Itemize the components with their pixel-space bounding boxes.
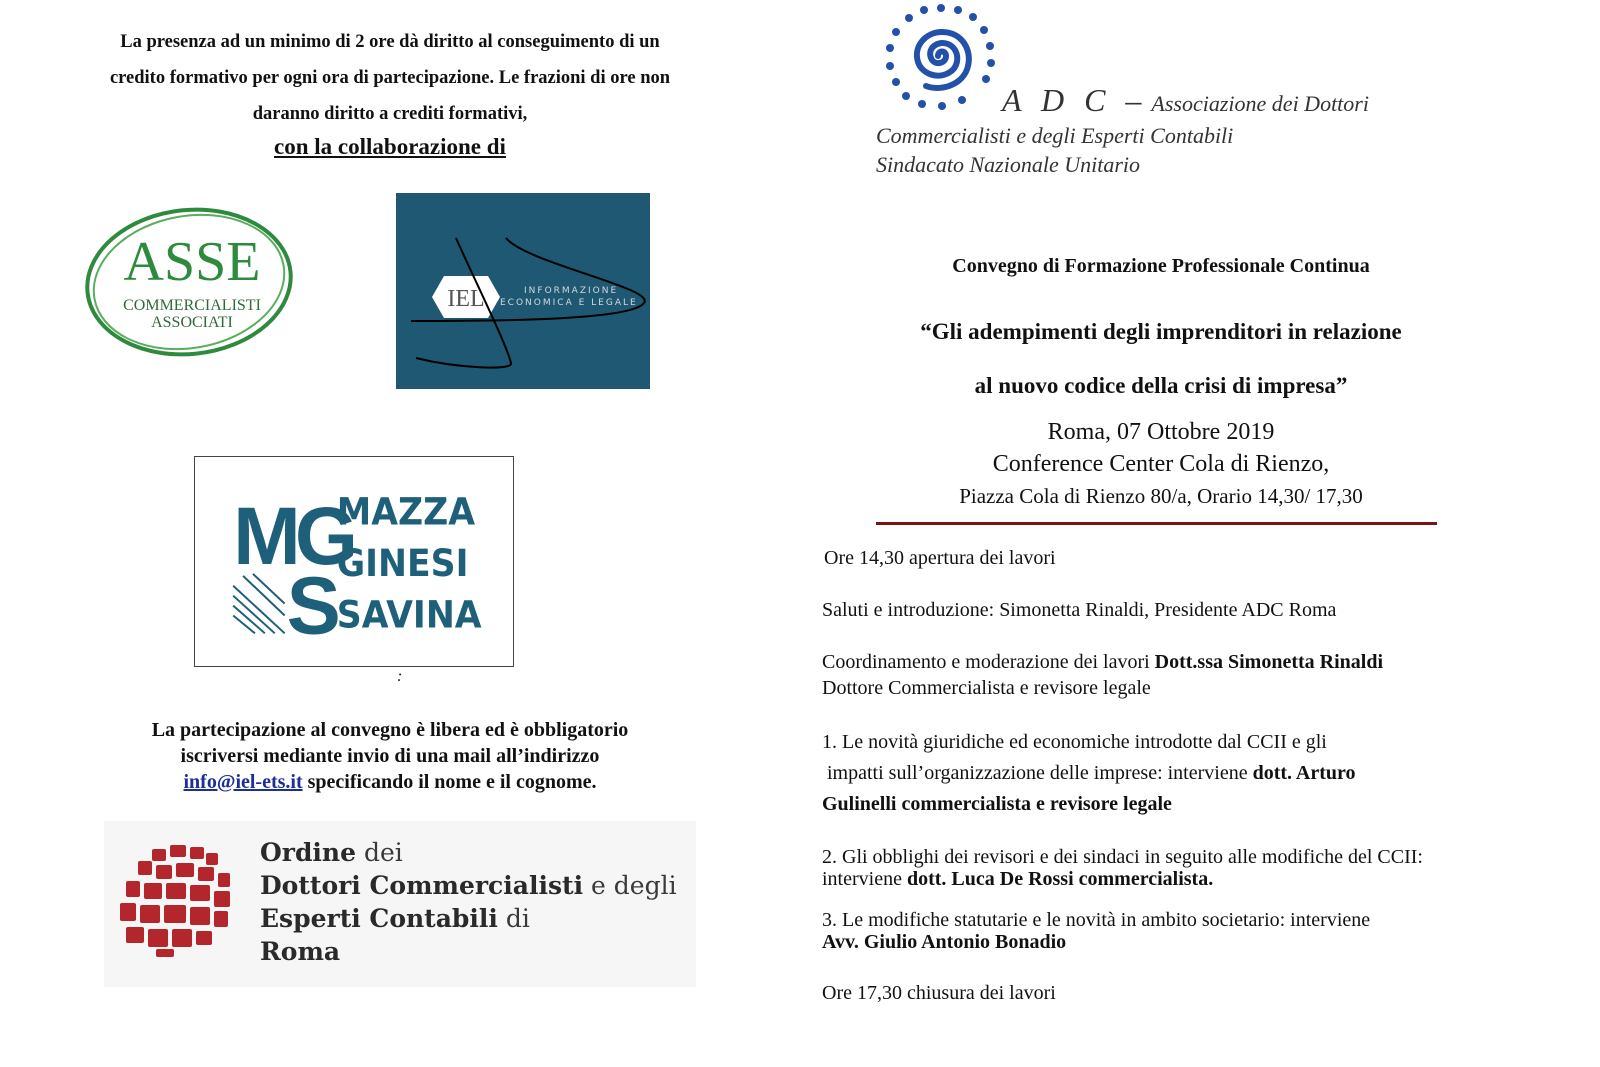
collaboration-heading: con la collaborazione di (274, 134, 506, 159)
registration-line (60, 769, 720, 795)
title-line: “Gli adempimenti degli imprenditori in relazione (920, 319, 1402, 344)
event-venue: Conference Center Cola di Rienzo, (992, 451, 1330, 477)
adc-acronym: A D C – (1002, 82, 1148, 118)
registration-line-rest: specificando il nome e il cognome. (302, 771, 597, 793)
iel-logo (396, 193, 650, 389)
program-opening: Ore 14,30 apertura dei lavori (824, 547, 1056, 569)
mgs-word-1: MAZZA (336, 488, 476, 534)
adc-spiral-icon (876, 0, 1006, 114)
credits-notice (60, 24, 720, 132)
mgs-mono-bottom: S (286, 560, 341, 652)
credits-line: credito formativo per ogni ora di partecipazione. Le frazioni di ore non (109, 68, 671, 88)
asse-logo (82, 200, 297, 365)
adc-line2: Commercialisti e degli Esperti Contabili (876, 123, 1234, 148)
program-greetings: Saluti e introduzione: Simonetta Rinaldi, Presidente ADC Roma (822, 599, 1337, 621)
mgs-word-2: GINESI (336, 540, 469, 586)
iel-line2: ECONOMICA E LEGALE (500, 298, 638, 308)
odcec-globe-icon (116, 843, 236, 958)
title-line: al nuovo codice della crisi di impresa” (974, 373, 1348, 398)
credits-line: La presenza ad un minimo di 2 ore dà diritto al conseguimento di un (120, 32, 660, 52)
asse-line2: ASSOCIATI (151, 314, 233, 331)
odcec-row: Dottori Commercialisti e degli (260, 871, 677, 900)
iel-name: IEL (447, 286, 485, 312)
program-item-3: 3. Le modifiche statutarie e le novità in ambito societario: interviene Avv. Giulio Antonio Bonadio (822, 909, 1371, 953)
asse-name: ASSE (123, 231, 261, 293)
adc-header-line1 (1002, 82, 1369, 119)
program-closing: Ore 17,30 chiusura dei lavori (822, 982, 1056, 1004)
mgs-logo (194, 456, 514, 667)
asse-line1: COMMERCIALISTI (123, 297, 261, 314)
coordinator-role: Dottore Commercialista e revisore legale (822, 677, 1151, 699)
registration-notice (60, 717, 720, 795)
convegno-title (860, 305, 1462, 413)
adc-header-rest (876, 121, 1233, 179)
registration-line: La partecipazione al convegno è libera ed è obbligatorio (151, 719, 629, 741)
odcec-logo (104, 821, 696, 987)
registration-line: iscriversi mediante invio di una mail all’indirizzo (180, 745, 600, 767)
odcec-row: Roma (260, 937, 341, 966)
program-item-2: 2. Gli obblighi dei revisori e dei sindaci in seguito alle modifiche del CCII: interviene dott. Luca De Rossi commercialista. (822, 846, 1423, 890)
adc-name-part: Associazione dei Dottori (1151, 91, 1369, 116)
speaker-3: Avv. Giulio Antonio Bonadio (822, 931, 1067, 953)
event-address: Piazza Cola di Rienzo 80/a, Orario 14,30/ 17,30 (959, 484, 1363, 508)
iel-line1: INFORMAZIONE (524, 286, 619, 296)
speaker-1b: Gulinelli commercialista e revisore legale (822, 793, 1172, 815)
mgs-mono-top: MG (233, 490, 353, 582)
event-details (876, 416, 1446, 512)
odcec-row: Esperti Contabili di (260, 904, 530, 933)
convegno-type: Convegno di Formazione Professionale Continua (952, 255, 1370, 277)
speaker-1a: dott. Arturo (1252, 762, 1356, 784)
credits-line: daranno diritto a crediti formativi, (252, 104, 528, 124)
email-link[interactable]: info@iel-ets.it (183, 771, 303, 793)
mgs-word-3: SAVINA (336, 591, 482, 637)
coordinator-name: Dott.ssa Simonetta Rinaldi (1154, 651, 1384, 673)
odcec-text (260, 836, 677, 968)
speaker-2: dott. Luca De Rossi commercialista. (906, 868, 1214, 890)
program-item-1: 1. Le novità giuridiche ed economiche introdotte dal CCII e gli impatti sull’organizzazione delle imprese: interviene dott. Arturo Gulinelli commercialista e revisore legale (822, 731, 1356, 815)
colon-mark: : (397, 668, 403, 685)
event-date: Roma, 07 Ottobre 2019 (1047, 419, 1275, 445)
divider-rule (876, 522, 1437, 525)
adc-line3: Sindacato Nazionale Unitario (876, 152, 1140, 177)
odcec-row: Ordine dei (260, 838, 403, 867)
program-coordination: Coordinamento e moderazione dei lavori Dott.ssa Simonetta Rinaldi Dottore Commercialista e revisore legale (822, 649, 1582, 701)
